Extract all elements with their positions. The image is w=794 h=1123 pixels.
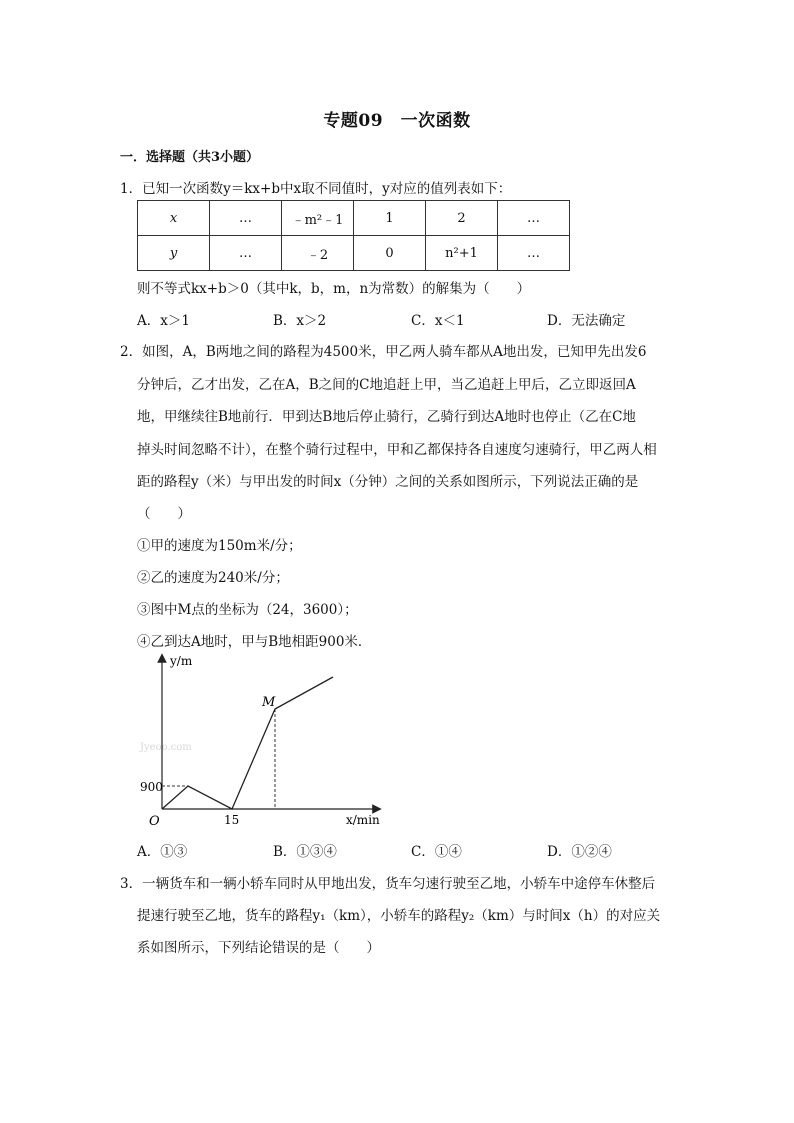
table-row [138, 236, 570, 271]
q2-statement-1: ①甲的速度为150m米/分； [137, 538, 302, 554]
table-cell: … [498, 236, 570, 271]
table-cell: n²+1 [426, 236, 498, 271]
table-row [138, 201, 570, 236]
table-cell: 1 [354, 201, 426, 236]
q2-option-a[interactable]: A．①③ [137, 844, 188, 860]
q1-stem: 1．已知一次函数y＝kx+b中x取不同值时，y对应的值列表如下： [120, 181, 512, 197]
q2-line-2: 分钟后，乙才出发，乙在A，B之间的C地追赶上甲，当乙追赶上甲后，乙立即返回A [137, 377, 636, 393]
q1-question: 则不等式kx+b＞0（其中k，b，m，n为常数）的解集为（ ） [137, 281, 531, 297]
origin-label: O [149, 814, 160, 829]
q1-option-b[interactable]: B．x＞2 [273, 313, 327, 329]
q2-option-d[interactable]: D．①②④ [547, 844, 612, 860]
value-table [137, 200, 570, 271]
q2-line-3: 地，甲继续往B地前行．甲到达B地后停止骑行，乙骑行到达A地时也停止（乙在C地 [137, 409, 636, 425]
y-axis-label: y/m [170, 654, 193, 668]
q2-option-c[interactable]: C．①④ [411, 844, 462, 860]
q2-line-6: （ ） [137, 506, 191, 522]
table-cell: … [210, 201, 282, 236]
watermark-text: Jyeoo.com [140, 742, 192, 753]
point-m-label: M [262, 695, 276, 710]
q3-line-2: 提速行驶至乙地，货车的路程y₁（km），小轿车的路程y₂（km）与时间x（h）的对应关 [137, 908, 661, 924]
table-cell: 2 [426, 201, 498, 236]
table-cell: … [210, 236, 282, 271]
x-tick-label: 15 [224, 813, 240, 827]
q2-statement-4: ④乙到达A地时，甲与B地相距900米． [137, 634, 372, 650]
q2-option-b[interactable]: B．①③④ [273, 844, 337, 860]
x-axis-label: x/min [346, 813, 380, 827]
table-cell: … [498, 201, 570, 236]
q3-line-1: 3．一辆货车和一辆小轿车同时从甲地出发，货车匀速行驶至乙地，小轿车中途停车休整后 [120, 876, 656, 892]
q1-option-c[interactable]: C．x＜1 [411, 313, 465, 329]
q2-line-1: 2．如图，A，B两地之间的路程为4500米，甲乙两人骑车都从A地出发，已知甲先出发6 [120, 344, 647, 360]
q2-statement-2: ②乙的速度为240米/分； [137, 570, 289, 586]
y-tick-label: 900 [140, 780, 163, 794]
q1-option-d[interactable]: D．无法确定 [547, 313, 626, 329]
table-cell: 0 [354, 236, 426, 271]
q1-option-a[interactable]: A．x＞1 [137, 313, 190, 329]
q2-line-5: 距的路程y（米）与甲出发的时间x（分钟）之间的关系如图所示，下列说法正确的是 [137, 474, 639, 490]
table-cell: x [138, 201, 210, 236]
table-cell: ﹣m²﹣1 [282, 201, 354, 236]
table-cell: ﹣2 [282, 236, 354, 271]
section-header: 一．选择题（共3小题） [120, 150, 260, 165]
table-cell: y [138, 236, 210, 271]
document-title: 专题09 一次函数 [323, 111, 471, 131]
q2-statement-3: ③图中M点的坐标为（24，3600）； [137, 602, 358, 618]
distance-time-graph [130, 650, 400, 830]
q3-line-3: 系如图所示，下列结论错误的是（ ） [137, 940, 380, 956]
q2-line-4: 掉头时间忽略不计），在整个骑行过程中，甲和乙都保持各自速度匀速骑行，甲乙两人相 [137, 442, 657, 458]
